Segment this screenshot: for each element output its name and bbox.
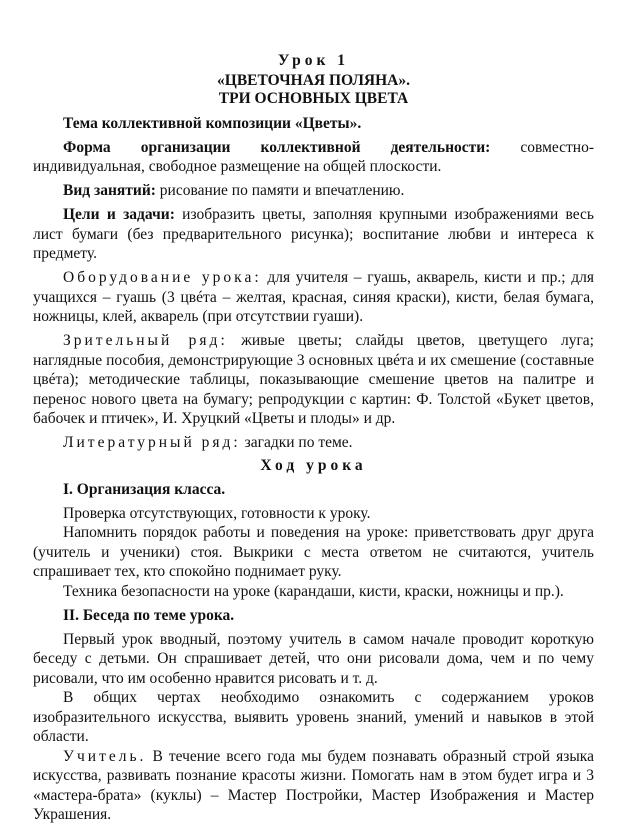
section1-p3: Техника безопасности на уроке (карандаши, кисти, краски, ножницы и пр.). (63, 582, 564, 600)
visual-text: живые цветы; слайды цветов, цветущего луга; наглядные пособия, демонстрирующие 3 основных цвéта и их смешение (составные цвéта); методические таблицы, показывающие смешение цветов на палитре и перенос нового цвета на бумагу; репродукции с картин: Ф. Толстой «Букет цветов, бабочек и птичек», И. Хруцкий «Цветы и плоды» и др. (33, 332, 594, 427)
section1-p1: Проверка отсутствующих, готовности к уроку. (63, 504, 371, 522)
visual-paragraph (33, 331, 594, 429)
activity-label: Вид занятий: (63, 182, 156, 199)
equipment-text: для учителя – гуашь, акварель, кисти и пр.; для учащихся – гуашь (3 цвéта – желтая, красная, синяя краски), кисти, белая бумага, ножницы, клей, акварель (при отсутствии гуаши). (33, 269, 594, 325)
theme-label: Тема коллективной композиции «Цветы». (63, 114, 362, 132)
goals-paragraph (33, 205, 594, 264)
goals-label: Цели и задачи: (63, 206, 175, 223)
goals-text: изобразить цветы, заполняя крупными изображениями весь лист бумаги (без предварительного рисунка); воспитание любви и интереса к предмету. (33, 206, 595, 262)
form-text: совместно-индивидуальная, свободное размещение на общей плоскости. (33, 138, 595, 175)
section2-p3 (33, 747, 594, 825)
section2-heading (33, 606, 594, 626)
section1-heading (33, 480, 594, 500)
activity-text: рисование по памяти и впечатлению. (155, 182, 405, 199)
section2-p2: В общих чертах необходимо ознакомить с содержанием уроков изобразительного искусства, выявить уровень знаний, умений и навыков в этой области. (33, 689, 594, 745)
section1-heading-text: I. Организация класса. (63, 480, 226, 498)
lesson-title-line2: ТРИ ОСНОВНЫХ ЦВЕТА (218, 90, 409, 107)
equipment-label: Оборудование урока: (63, 269, 262, 286)
form-label: Форма организации коллективной деятельности: (63, 138, 491, 156)
section1-p2: Напомнить порядок работы и поведения на уроке: приветствовать друг друга (учитель и ученики) стоя. Выкрики с места ответом не считаются, учитель спрашивает тех, кто спокойно поднимает руку. (33, 524, 594, 580)
form-paragraph (33, 138, 594, 177)
visual-label: Зрительный ряд: (63, 332, 228, 349)
activity-paragraph (33, 181, 594, 201)
theme-paragraph (33, 114, 594, 134)
equipment-paragraph (33, 268, 594, 327)
literary-paragraph (33, 433, 594, 453)
section2-heading-text: II. Беседа по теме урока. (63, 606, 235, 624)
course-heading: Ход урока (260, 456, 367, 474)
lesson-title-line1: «ЦВЕТОЧНАЯ ПОЛЯНА». (217, 71, 410, 89)
literary-text: загадки по теме. (240, 434, 353, 451)
literary-label: Литературный ряд: (63, 434, 241, 451)
lesson-number: Урок 1 (277, 52, 350, 69)
teacher-label: Учитель. (63, 747, 147, 765)
section2-p1: Первый урок вводный, поэтому учитель в самом начале проводит короткую беседу с детьми. Он спрашивает детей, что они рисовали дома, чем и по чему рисовали, что им особенно нравится рисовать и т. д. (33, 630, 594, 687)
teacher-text: В течение всего года мы будем познавать образный строй языка искусства, развивать познание красоты жизни. Помогать нам в этом будет игра и 3 «мастера-брата» (куклы) – Мастер Постройки, Мастер Изображения и Мастер Украшения. (33, 747, 594, 823)
